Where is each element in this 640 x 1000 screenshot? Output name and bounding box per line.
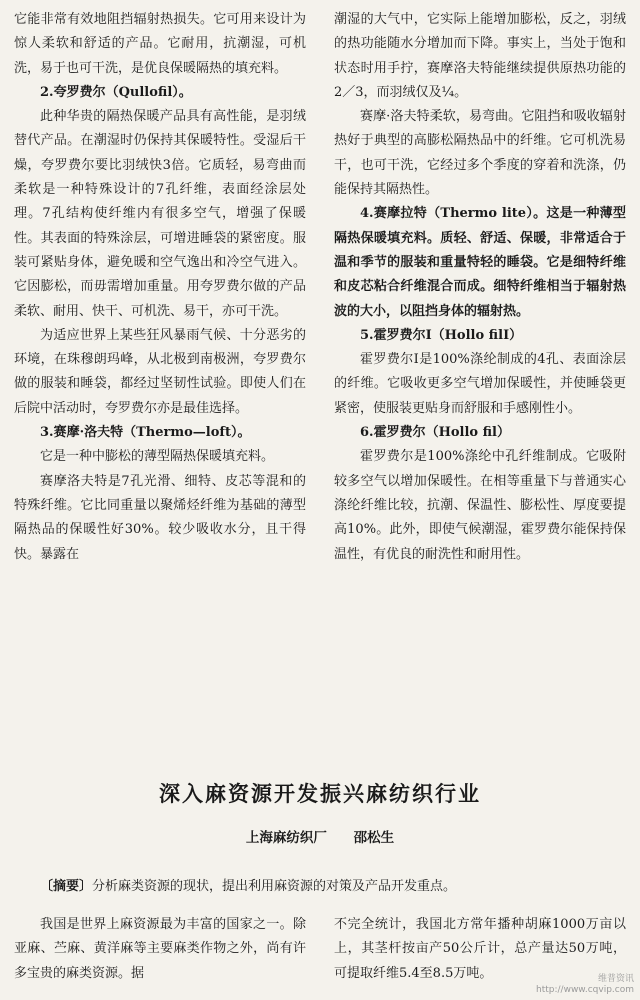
paragraph: 赛摩洛夫特是7孔光滑、细特、皮芯等混和的特殊纤维。它比同重量以聚烯烃纤维为基础的薄型隔热品的保暖性好30%。较少吸收水分，且干得快。暴露在 [14,473,306,562]
paragraph: 为适应世界上某些狂风暴雨气候、十分恶劣的环境，在珠穆朗玛峰，从北极到南极洲，夸罗费尔做的服装和睡袋，都经过坚韧性试验。即使人们在后院中活动时，夸罗费尔亦是最佳选择。 [14,327,306,416]
watermark-url: http://www.cqvip.com [536,985,634,995]
paragraph: 赛摩·洛夫特柔软，易弯曲。它阻挡和吸收辐射热好于典型的高膨松隔热品中的纤维。它可机洗易干，也可干洗，它经过多个季度的穿着和洗涤，仍能保持其隔热性。 [334,109,626,198]
author-organization: 上海麻纺织厂 [245,830,327,846]
author-name: 邵松生 [353,830,395,846]
paragraph: 此种华贵的隔热保暖产品具有高性能，是羽绒替代产品。在潮湿时仍保持其保暖特性。受湿后干燥，夸罗费尔要比羽绒快3倍。它质轻，易弯曲而柔软是一种特殊设计的7孔纤维，表面经涂层处理。7孔结构使纤维内有很多空气，增强了保暖性。其表面的特殊涂层，可增进睡袋的紧密度。服装可紧贴身体，避免暖和空气逸出和冷空气进入。它因膨松，而毋需增加重量。用夸罗费尔做的产品柔软、耐用、快干、可机洗、易干，亦可干洗。 [14,109,306,319]
section-heading: 5.霍罗费尔Ⅰ（Hollo filⅠ） [360,327,523,343]
abstract [40,876,620,898]
section-heading: 3.赛摩·洛夫特（Thermo—loft）。 [40,425,251,441]
paragraph: 霍罗费尔是100%涤纶中孔纤维制成。它吸附较多空气以增加保暖性。在相等重量下与普通实心涤纶纤维比较，抗潮、保温性、膨松性、厚度要提高10%。此外，即使气候潮湿，霍罗费尔能保持保温性，有优良的耐洗性和耐用性。 [334,449,626,562]
left-column [14,8,306,567]
article-title: 深入麻资源开发振兴麻纺织行业 [159,781,481,806]
watermark [536,974,634,996]
section-heading: 6.霍罗费尔（Hollo fil） [360,425,510,441]
section-heading: 4.赛摩拉特（Thermo lite）。这是一种薄型隔热保暖填充料。质轻、舒适、保暖，非常适合于温和季节的服装和重量特轻的睡袋。它是细特纤维和皮芯粘合纤维混合而成。细特纤维相当于辐射热波的大小，以阻挡身体的辐射热。 [334,206,626,319]
abstract-text: 分析麻类资源的现状，提出利用麻资源的对策及产品开发重点。 [92,879,457,894]
article-paragraph: 我国是世界上麻资源最为丰富的国家之一。除亚麻、苎麻、黄洋麻等主要麻类作物之外，尚有许多宝贵的麻类资源。据 [14,917,306,981]
paragraph: 潮湿的大气中，它实际上能增加膨松，反之，羽绒的热功能随水分增加而下降。事实上，当处于饱和状态时用手拧，赛摩洛夫特能继续提供原热功能的2／3，而羽绒仅及¼。 [334,12,626,100]
article-paragraph: 不完全统计，我国北方常年播种胡麻1000万亩以上，其茎杆按亩产50公斤计，总产量达50万吨，可提取纤维5.4至8.5万吨。 [334,917,626,981]
paragraph: 霍罗费尔Ⅰ是100%涤纶制成的4孔、表面涂层的纤维。它吸收更多空气增加保暖性，并使睡袋更紧密，使服装更贴身而舒服和手感刚性小。 [334,352,626,416]
paragraph: 它能非常有效地阻挡辐射热损失。它可用来设计为惊人柔软和舒适的产品。它耐用，抗潮湿，可机洗，易于也可干洗，是优良保暖隔热的填充料。 [14,12,306,76]
section-heading: 2.夸罗费尔（Qullofil）。 [40,84,192,100]
paragraph: 它是一种中膨松的薄型隔热保暖填充料。 [40,449,275,465]
abstract-label: 〔摘要〕 [40,879,93,894]
article-body-left [14,913,306,986]
watermark-line: 维普资讯 [597,974,634,984]
right-column [334,8,626,567]
byline [0,826,640,846]
